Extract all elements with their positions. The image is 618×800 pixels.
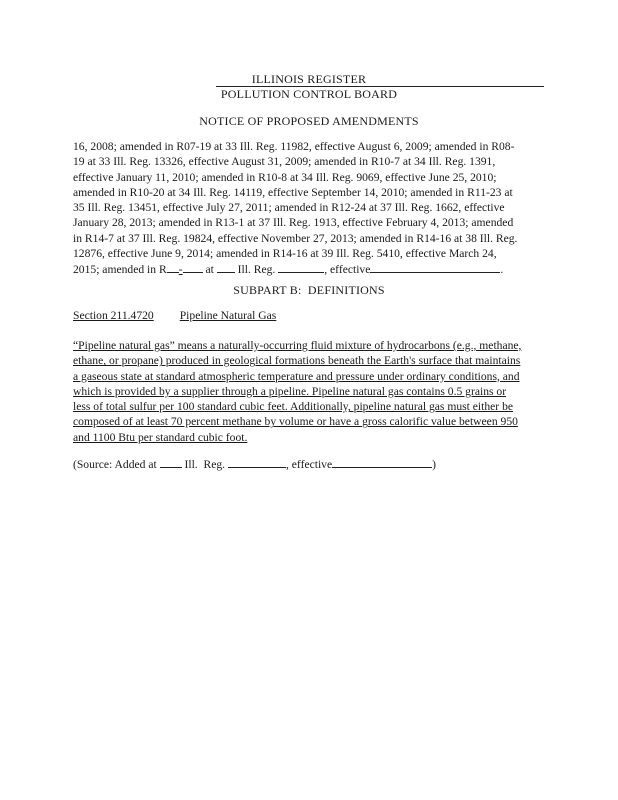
- fill-blank: [278, 261, 324, 273]
- history-line: in R14-7 at 37 Ill. Reg. 19824, effective November 27, 2013; amended in R14-16 at 38 Ill. Reg.: [73, 231, 518, 245]
- history-last-end: .: [500, 263, 504, 277]
- history-line: 19 at 33 Ill. Reg. 13326, effective August 31, 2009; amended in R10-7 at 34 Ill. Reg. 1391,: [73, 155, 496, 169]
- history-line: January 28, 2013; amended in R13-1 at 37 Ill. Reg. 1913, effective February 4, 2013; amended: [73, 216, 514, 230]
- source-text: Ill. Reg.: [181, 458, 228, 471]
- history-last-text: 2015; amended in R: [73, 263, 167, 277]
- fill-blank: [228, 456, 286, 468]
- definition-line: “Pipeline natural gas” means a naturally-occurring fluid mixture of hydrocarbons (e.g., methane,: [73, 339, 522, 352]
- definition-paragraph: [73, 338, 553, 445]
- notice-title: NOTICE OF PROPOSED AMENDMENTS: [199, 114, 419, 128]
- register-title: ILLINOIS REGISTER: [251, 72, 367, 86]
- amendment-history: [73, 139, 553, 278]
- section-name: Pipeline Natural Gas: [179, 309, 277, 322]
- fill-blank: [332, 456, 432, 468]
- history-last-text: Ill. Reg.: [234, 263, 279, 277]
- definition-line: less of total sulfur per 100 standard cubic feet. Additionally, pipeline natural gas must either be: [73, 400, 514, 414]
- history-last-text: at: [202, 263, 217, 277]
- section-heading: [73, 309, 276, 323]
- history-line: effective January 11, 2010; amended in R10-8 at 34 Ill. Reg. 9069, effective June 25, 2010;: [73, 170, 497, 184]
- history-dash: -: [178, 263, 183, 277]
- history-last-text: , effective: [324, 263, 371, 277]
- source-end: ): [432, 458, 436, 471]
- history-line: amended in R10-20 at 34 Ill. Reg. 14119, effective September 14, 2010; amended in R11-23 at: [73, 185, 513, 199]
- fill-blank: [167, 261, 179, 273]
- fill-blank: [183, 261, 203, 273]
- definition-line: a gaseous state at standard atmospheric temperature and pressure under ordinary conditions, and: [73, 369, 520, 383]
- source-text: (Source: Added at: [73, 458, 160, 471]
- definition-line: and 1100 Btu per standard cubic foot.: [73, 430, 248, 444]
- definition-line: composed of at least 70 percent methane by volume or have a gross calorific value between 950: [73, 415, 518, 429]
- source-note: [73, 456, 436, 472]
- board-name: POLLUTION CONTROL BOARD: [220, 87, 398, 101]
- definition-line: ethane, or propane) produced in geological formations beneath the Earth's surface that maintains: [73, 354, 521, 368]
- history-line: 35 Ill. Reg. 13451, effective July 27, 2011; amended in R12-24 at 37 Ill. Reg. 1662, effective: [73, 201, 505, 215]
- subpart-title: SUBPART B: DEFINITIONS: [233, 283, 385, 297]
- history-last-line: [73, 261, 553, 277]
- definition-line: which is provided by a supplier through a pipeline. Pipeline natural gas contains 0.5 grains or: [73, 384, 507, 398]
- fill-blank: [217, 261, 235, 273]
- fill-blank: [370, 261, 500, 273]
- source-text: , effective: [285, 458, 333, 471]
- fill-blank: [160, 456, 182, 468]
- history-line: 16, 2008; amended in R07-19 at 33 Ill. Reg. 11982, effective August 6, 2009; amended in R08-: [73, 140, 515, 153]
- section-number: Section 211.4720: [73, 309, 154, 322]
- history-line: 12876, effective June 9, 2014; amended in R14-16 at 39 Ill. Reg. 5410, effective March 24,: [73, 247, 497, 261]
